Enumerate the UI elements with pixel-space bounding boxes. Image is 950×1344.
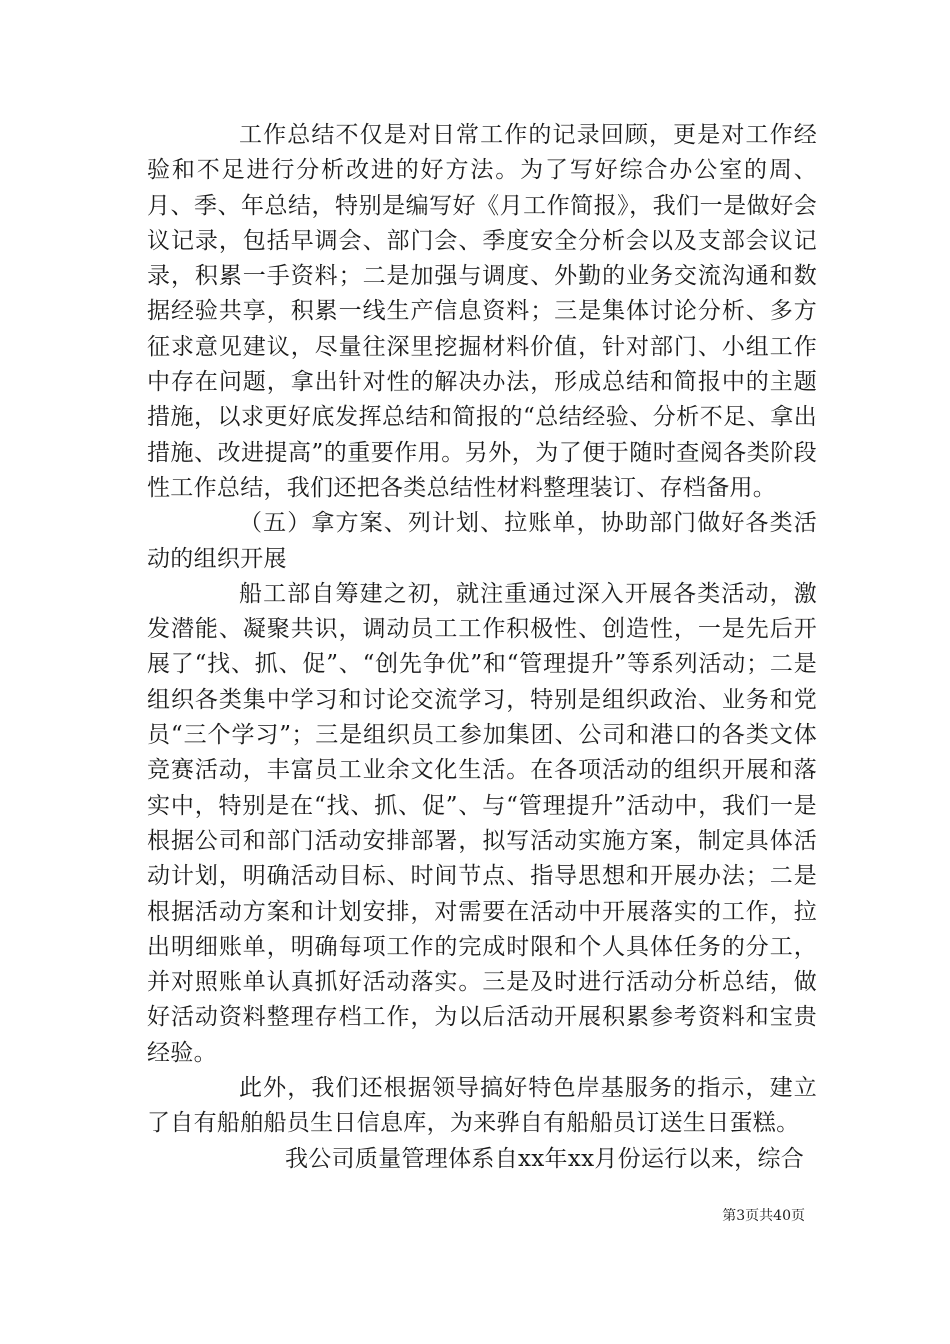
page-number-footer: 第3页共40页: [722, 1208, 805, 1224]
paragraph-birthday-service: 此外，我们还根据领导搞好特色岸基服务的指示，建立了自有船舶船员生日信息库，为来骅自有船船员订送生日蛋糕。: [147, 1075, 817, 1137]
paragraph-work-summary: 工作总结不仅是对日常工作的记录回顾，更是对工作经验和不足进行分析改进的好方法。为了写好综合办公室的周、月、季、年总结，特别是编写好《月工作简报》，我们一是做好会议记录，包括早调会、部门会、季度安全分析会以及支部会议记录，积累一手资料；二是加强与调度、外勤的业务交流沟通和数据经验共享，积累一线生产信息资料；三是集体讨论分析、多方征求意见建议，尽量往深里挖掘材料价值，针对部门、小组工作中存在问题，拿出针对性的解决办法，形成总结和简报中的主题措施，以求更好底发挥总结和简报的“总结经验、分析不足、拿出措施、改进提高”的重要作用。另外，为了便于随时查阅各类阶段性工作总结，我们还把各类总结性材料整理装订、存档备用。: [147, 122, 817, 501]
paragraph-quality-system: 我公司质量管理体系自xx年xx月份运行以来，综合: [285, 1145, 805, 1172]
paragraph-activities: 船工部自筹建之初，就注重通过深入开展各类活动，激发潜能、凝聚共识，调动员工工作积极性、创造性，一是先后开展了“找、抓、促”、“创先争优”和“管理提升”等系列活动；二是组织各类集中学习和讨论交流学习，特别是组织政治、业务和党员“三个学习”；三是组织员工参加集团、公司和港口的各类文体竞赛活动，丰富员工业余文化生活。在各项活动的组织开展和落实中，特别是在“找、抓、促”、与“管理提升”活动中，我们一是根据公司和部门活动安排部署，拟写活动实施方案，制定具体活动计划，明确活动目标、时间节点、指导思想和开展办法；二是根据活动方案和计划安排，对需要在活动中开展落实的工作，拉出明细账单，明确每项工作的完成时限和个人具体任务的分工，并对照账单认真抓好活动落实。三是及时进行活动分析总结，做好活动资料整理存档工作，为以后活动开展积累参考资料和宝贵经验。: [147, 580, 817, 1066]
section-heading-five: （五）拿方案、列计划、拉账单，协助部门做好各类活动的组织开展: [147, 510, 817, 572]
document-body: [147, 118, 817, 1177]
